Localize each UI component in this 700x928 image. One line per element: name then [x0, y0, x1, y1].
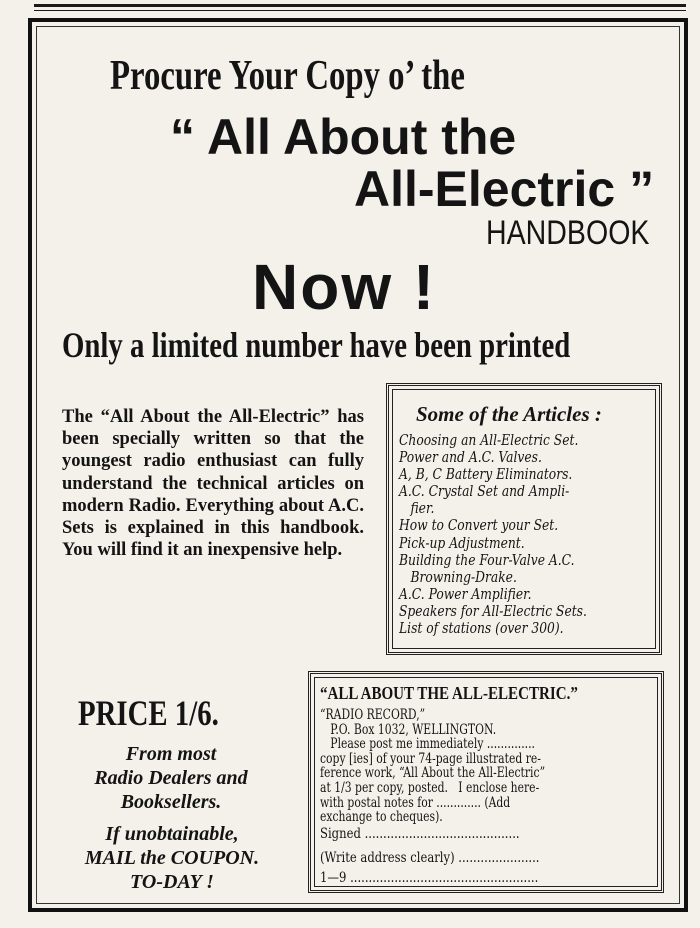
coupon-line: exchange to cheques).: [320, 809, 443, 826]
article-item: Building the Four-Valve A.C.: [399, 550, 575, 569]
article-item: Choosing an All-Electric Set.: [399, 431, 579, 449]
description-paragraph: The “All About the All-Electric” has been specially written so that the youngest radio enthusiast can fully understand the technical articles on modern Radio. Everything about A.C. Sets is explained in this handbook. You will find it an inexpensive help.: [62, 407, 364, 561]
coupon-line: with postal notes for ............. (Add: [320, 794, 511, 811]
headline-limited: Only a limited number have been printed: [62, 325, 571, 365]
coupon-body: [320, 708, 654, 825]
coupon-line: Please post me immediately ..............: [320, 736, 535, 753]
coupon-line: “RADIO RECORD,”: [320, 707, 426, 723]
coupon-line: ference work, “All About the All-Electric”: [320, 765, 546, 782]
top-rule-thin: [34, 10, 686, 11]
top-rule: [34, 4, 686, 7]
availability-line: Radio Dealers and: [94, 767, 248, 789]
article-item: fier.: [410, 499, 435, 518]
article-item: Power and A.C. Valves.: [399, 448, 542, 467]
article-item: Pick-up Adjustment.: [399, 533, 525, 552]
coupon-title: “ALL ABOUT THE ALL-ELECTRIC.”: [320, 683, 578, 703]
mail-coupon-note: [56, 822, 288, 894]
headline-handbook: HANDBOOK: [486, 214, 650, 252]
mail-coupon-line: MAIL the COUPON.: [84, 847, 260, 869]
coupon-signed-field[interactable]: Signed ..........................................: [320, 826, 520, 842]
coupon-address-field[interactable]: (Write address clearly) ......................: [320, 850, 540, 866]
coupon-code-line: 1—9 ...................................................: [320, 870, 539, 886]
article-item: Speakers for All-Electric Sets.: [399, 601, 587, 620]
article-item: A, B, C Battery Eliminators.: [399, 465, 573, 484]
articles-list: [399, 432, 653, 637]
price-label: PRICE 1/6.: [78, 693, 219, 733]
article-item: How to Convert your Set.: [399, 516, 559, 535]
article-item: A.C. Power Amplifier.: [399, 584, 532, 603]
availability-line: From most: [125, 743, 217, 765]
articles-title: Some of the Articles :: [416, 402, 602, 426]
headline-all-electric: All-Electric ”: [354, 161, 655, 217]
coupon-line: copy [ies] of your 74-page illustrated re-: [320, 750, 541, 767]
availability-line: Booksellers.: [120, 791, 222, 813]
headline-now: Now !: [252, 251, 437, 323]
article-item: A.C. Crystal Set and Ampli-: [399, 482, 570, 501]
coupon-line: P.O. Box 1032, WELLINGTON.: [320, 721, 497, 738]
coupon-line: at 1/3 per copy, posted. I enclose here-: [320, 779, 540, 796]
mail-coupon-line: If unobtainable,: [105, 823, 239, 845]
headline-all-about: “ All About the: [170, 109, 517, 165]
headline-procure: Procure Your Copy o’ the: [110, 53, 465, 99]
article-item: List of stations (over 300).: [399, 619, 564, 638]
availability-note: [60, 742, 282, 814]
article-item: Browning-Drake.: [410, 567, 517, 586]
mail-coupon-line: TO-DAY !: [130, 871, 214, 893]
